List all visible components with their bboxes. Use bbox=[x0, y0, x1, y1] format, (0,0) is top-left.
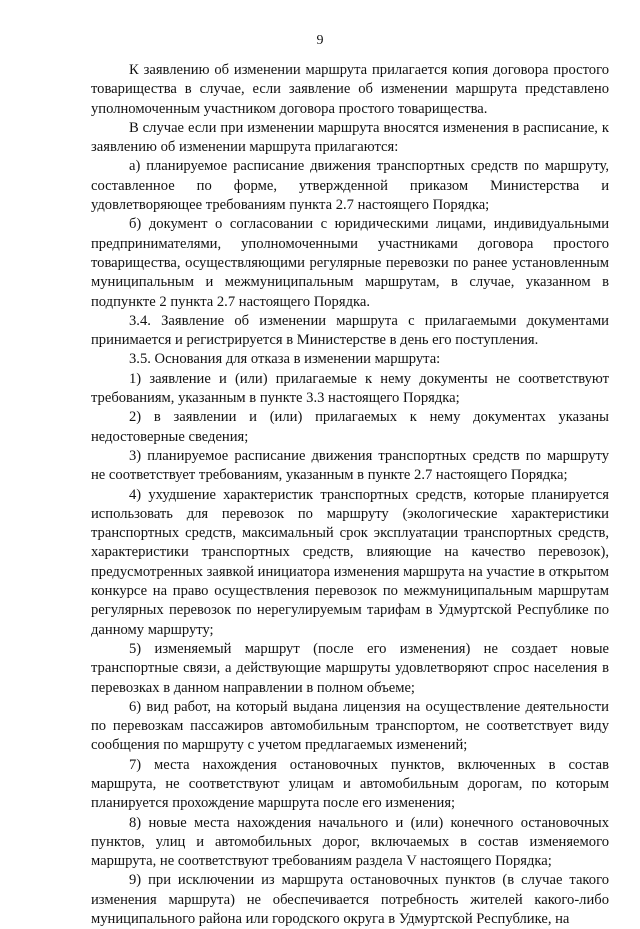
document-body bbox=[91, 61, 609, 929]
paragraph: б) документ о согласовании с юридическими лицами, индивидуальными предпринимателями, уполномоченными участниками договора простого товарищества, осуществляющими регулярные перевозки по ранее установленным муниципальным и межмуниципальным маршрутам, в случае, указанном в подпункте 2 пункта 2.7 настоящего Порядка. bbox=[91, 216, 609, 310]
paragraph: 9) при исключении из маршрута остановочных пунктов (в случае такого изменения маршрута) не обеспечивается потребность жителей какого-либо муниципального района или городского округа в Удмуртской Республике, на bbox=[91, 872, 609, 928]
paragraph: 4) ухудшение характеристик транспортных средств, которые планируется использовать для перевозок по маршруту (экологические характеристики транспортных средств, максимальный срок эксплуатации транспортных средств, характеристики транспортных средств, влияющие на качество перевозок), предусмотренных заявкой инициатора изменения маршрута на участие в открытом конкурсе на право осуществления перевозок по межмуниципальным маршрутам регулярных перевозок по нерегулируемым тарифам в Удмуртской Республике по данному маршруту; bbox=[91, 486, 609, 638]
paragraph: 1) заявление и (или) прилагаемые к нему документы не соответствуют требованиям, указанным в пункте 3.3 настоящего Порядка; bbox=[91, 370, 609, 407]
paragraph: 3.4. Заявление об изменении маршрута с прилагаемыми документами принимается и регистрируется в Министерстве в день его поступления. bbox=[91, 312, 609, 349]
paragraph: 5) изменяемый маршрут (после его изменения) не создает новые транспортные связи, а действующие маршруты удовлетворяют спрос населения в перевозках в данном направлении в полном объеме; bbox=[91, 640, 609, 696]
paragraph: 3) планируемое расписание движения транспортных средств по маршруту не соответствует требованиям, указанным в пункте 2.7 настоящего Порядка; bbox=[91, 447, 609, 484]
paragraph: К заявлению об изменении маршрута прилагается копия договора простого товарищества в случае, если заявление об изменении маршрута представлено уполномоченным участником договора простого товарищества. bbox=[91, 62, 609, 117]
paragraph: 6) вид работ, на который выдана лицензия на осуществление деятельности по перевозкам пассажиров автомобильным транспортом, не соответствует виду сообщения по маршруту с учетом предлагаемых изменений; bbox=[91, 698, 609, 754]
paragraph: 7) места нахождения остановочных пунктов, включенных в состав маршрута, не соответствуют улицам и автомобильным дорогам, по которым планируется прохождение маршрута после его изменения; bbox=[91, 756, 609, 812]
paragraph: а) планируемое расписание движения транспортных средств по маршруту, составленное по форме, утвержденной приказом Министерства и удовлетворяющее требованиям пункта 2.7 настоящего Порядка; bbox=[91, 158, 609, 214]
paragraph: 3.5. Основания для отказа в изменении маршрута: bbox=[129, 351, 441, 368]
page-number: 9 bbox=[316, 33, 324, 48]
paragraph: В случае если при изменении маршрута вносятся изменения в расписание, к заявлению об изменении маршрута прилагаются: bbox=[91, 119, 609, 156]
paragraph: 2) в заявлении и (или) прилагаемых к нему документах указаны недостоверные сведения; bbox=[91, 409, 609, 445]
paragraph: 8) новые места нахождения начального и (или) конечного остановочных пунктов, улиц и автомобильных дорог, включаемых в состав изменяемого маршрута, не соответствуют требованиям раздела V настоящего Порядка; bbox=[91, 814, 609, 870]
